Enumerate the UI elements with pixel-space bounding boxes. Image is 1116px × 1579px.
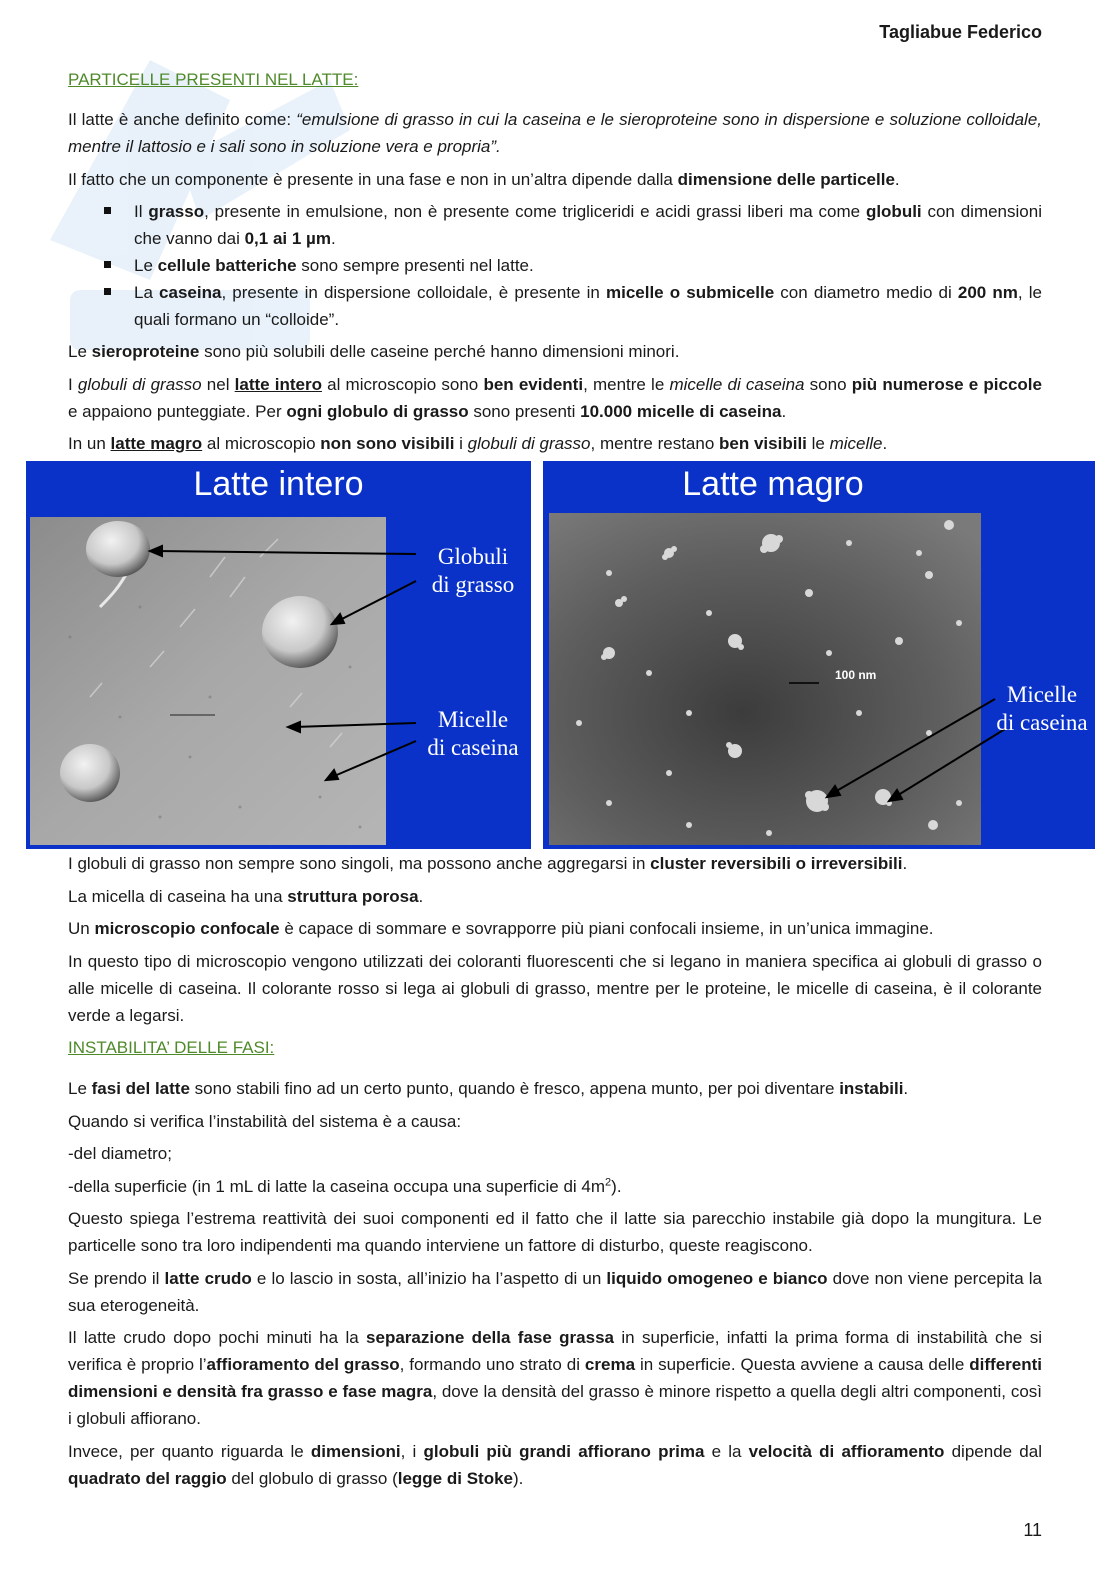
paragraph: Se prendo il latte crudo e lo lascio in sosta, all’inizio ha l’aspetto di un liquido omogeneo e bianco dove non viene percepita la sua eterogeneità. <box>68 1268 1043 1315</box>
label-micelle-di-caseina: Micelle di caseina <box>996 682 1088 735</box>
paragraph: In questo tipo di microscopio vengono utilizzati dei coloranti fluorescenti che si legano in maniera specifica ai globuli di grasso o alle micelle di caseina. Il colorante rosso si lega ai globuli di grasso, mentre per le proteine, le micelle di caseina, è il colorante verde a legarsi. <box>68 951 1042 1025</box>
figure-title-right: Latte magro <box>682 465 864 503</box>
list-item: Il grasso, presente in emulsione, non è presente come trigliceridi e acidi grassi liberi ma come globuli con dimensioni che vanno dai 0,1 ai 1 µm. <box>68 198 1042 252</box>
paragraph: -della superficie (in 1 mL di latte la caseina occupa una superficie di $4m^2$). <box>68 1175 622 1196</box>
paragraph: -del diametro; <box>68 1144 172 1163</box>
figure-arrows-right <box>543 461 1095 849</box>
header-author: Tagliabue Federico <box>879 22 1042 42</box>
paragraph: Le sieroproteine sono più solubili delle caseine perché hanno dimensioni minori. <box>68 342 680 361</box>
section-particelle-cont <box>68 850 1042 1497</box>
paragraph: I globuli di grasso nel latte intero al microscopio sono ben evidenti, mentre le micelle di caseina sono più numerose e piccole e appaiono punteggiate. Per ogni globulo di grasso sono presenti 10.000 micelle di caseina. <box>68 374 1042 421</box>
section-particelle <box>68 66 1042 463</box>
paragraph: Quando si verifica l’instabilità del sistema è a causa: <box>68 1111 462 1131</box>
paragraph: I globuli di grasso non sempre sono singoli, ma possono anche aggregarsi in cluster reversibili o irreversibili. <box>68 854 908 873</box>
paragraph: Il latte è anche definito come: “emulsione di grasso in cui la caseina e le sieroproteine sono in dispersione e soluzione colloidale, mentre il lattosio e i sali sono in soluzione vera e propria”. <box>68 110 1042 156</box>
scale-bar-label: 100 nm <box>835 668 877 682</box>
figure-latte-intero <box>26 461 531 849</box>
paragraph: Un microscopio confocale è capace di sommare e sovrapporre più piani confocali insieme, in un’unica immagine. <box>68 919 934 938</box>
section-heading: PARTICELLE PRESENTI NEL LATTE: <box>68 70 359 89</box>
bullet-list <box>68 198 1042 333</box>
paragraph: La micella di caseina ha una struttura porosa. <box>68 886 424 906</box>
figure-latte-magro <box>543 461 1095 849</box>
paragraph: In un latte magro al microscopio non sono visibili i globuli di grasso, mentre restano ben visibili le micelle. <box>68 434 888 453</box>
label-globuli-di-grasso: Globuli di grasso <box>431 544 515 597</box>
paragraph: Il fatto che un componente è presente in una fase e non in un’altra dipende dalla dimensione delle particelle. <box>68 169 900 189</box>
paragraph: Questo spiega l’estrema reattività dei suoi componenti ed il fatto che il latte sia parecchio instabile già dopo la mungitura. Le particelle sono tra loro indipendenti ma quando interviene un fattore di disturbo, queste reagiscono. <box>68 1209 1042 1255</box>
paragraph: Invece, per quanto riguarda le dimensioni, i globuli più grandi affiorano prima e la velocità di affioramento dipende dal quadrato del raggio del globulo di grasso (legge di Stoke). <box>68 1441 1042 1488</box>
list-item: La caseina, presente in dispersione colloidale, è presente in micelle o submicelle con diametro medio di 200 nm, le quali formano un “colloide”. <box>68 279 1042 333</box>
figure-arrows-left <box>26 461 531 849</box>
list-item: Le cellule batteriche sono sempre presenti nel latte. <box>68 252 1042 279</box>
figure-title-left: Latte intero <box>193 465 364 503</box>
section-heading: INSTABILITA’ DELLE FASI: <box>68 1038 275 1057</box>
paragraph: Il latte crudo dopo pochi minuti ha la separazione della fase grassa in superficie, infatti la prima forma di instabilità che si verifica è proprio l’affioramento del grasso, formando uno strato di crema in superficie. Questa avviene a causa delle differenti dimensioni e densità fra grasso e fase magra, dove la densità del grasso è minore rispetto a quella degli altri componenti, così i globuli affiorano. <box>68 1328 1042 1428</box>
paragraph: Le fasi del latte sono stabili fino ad un certo punto, quando è fresco, appena munto, per poi diventare instabili. <box>68 1079 909 1098</box>
label-micelle-di-caseina: Micelle di caseina <box>427 707 519 760</box>
page-number: 11 <box>1023 1520 1042 1540</box>
